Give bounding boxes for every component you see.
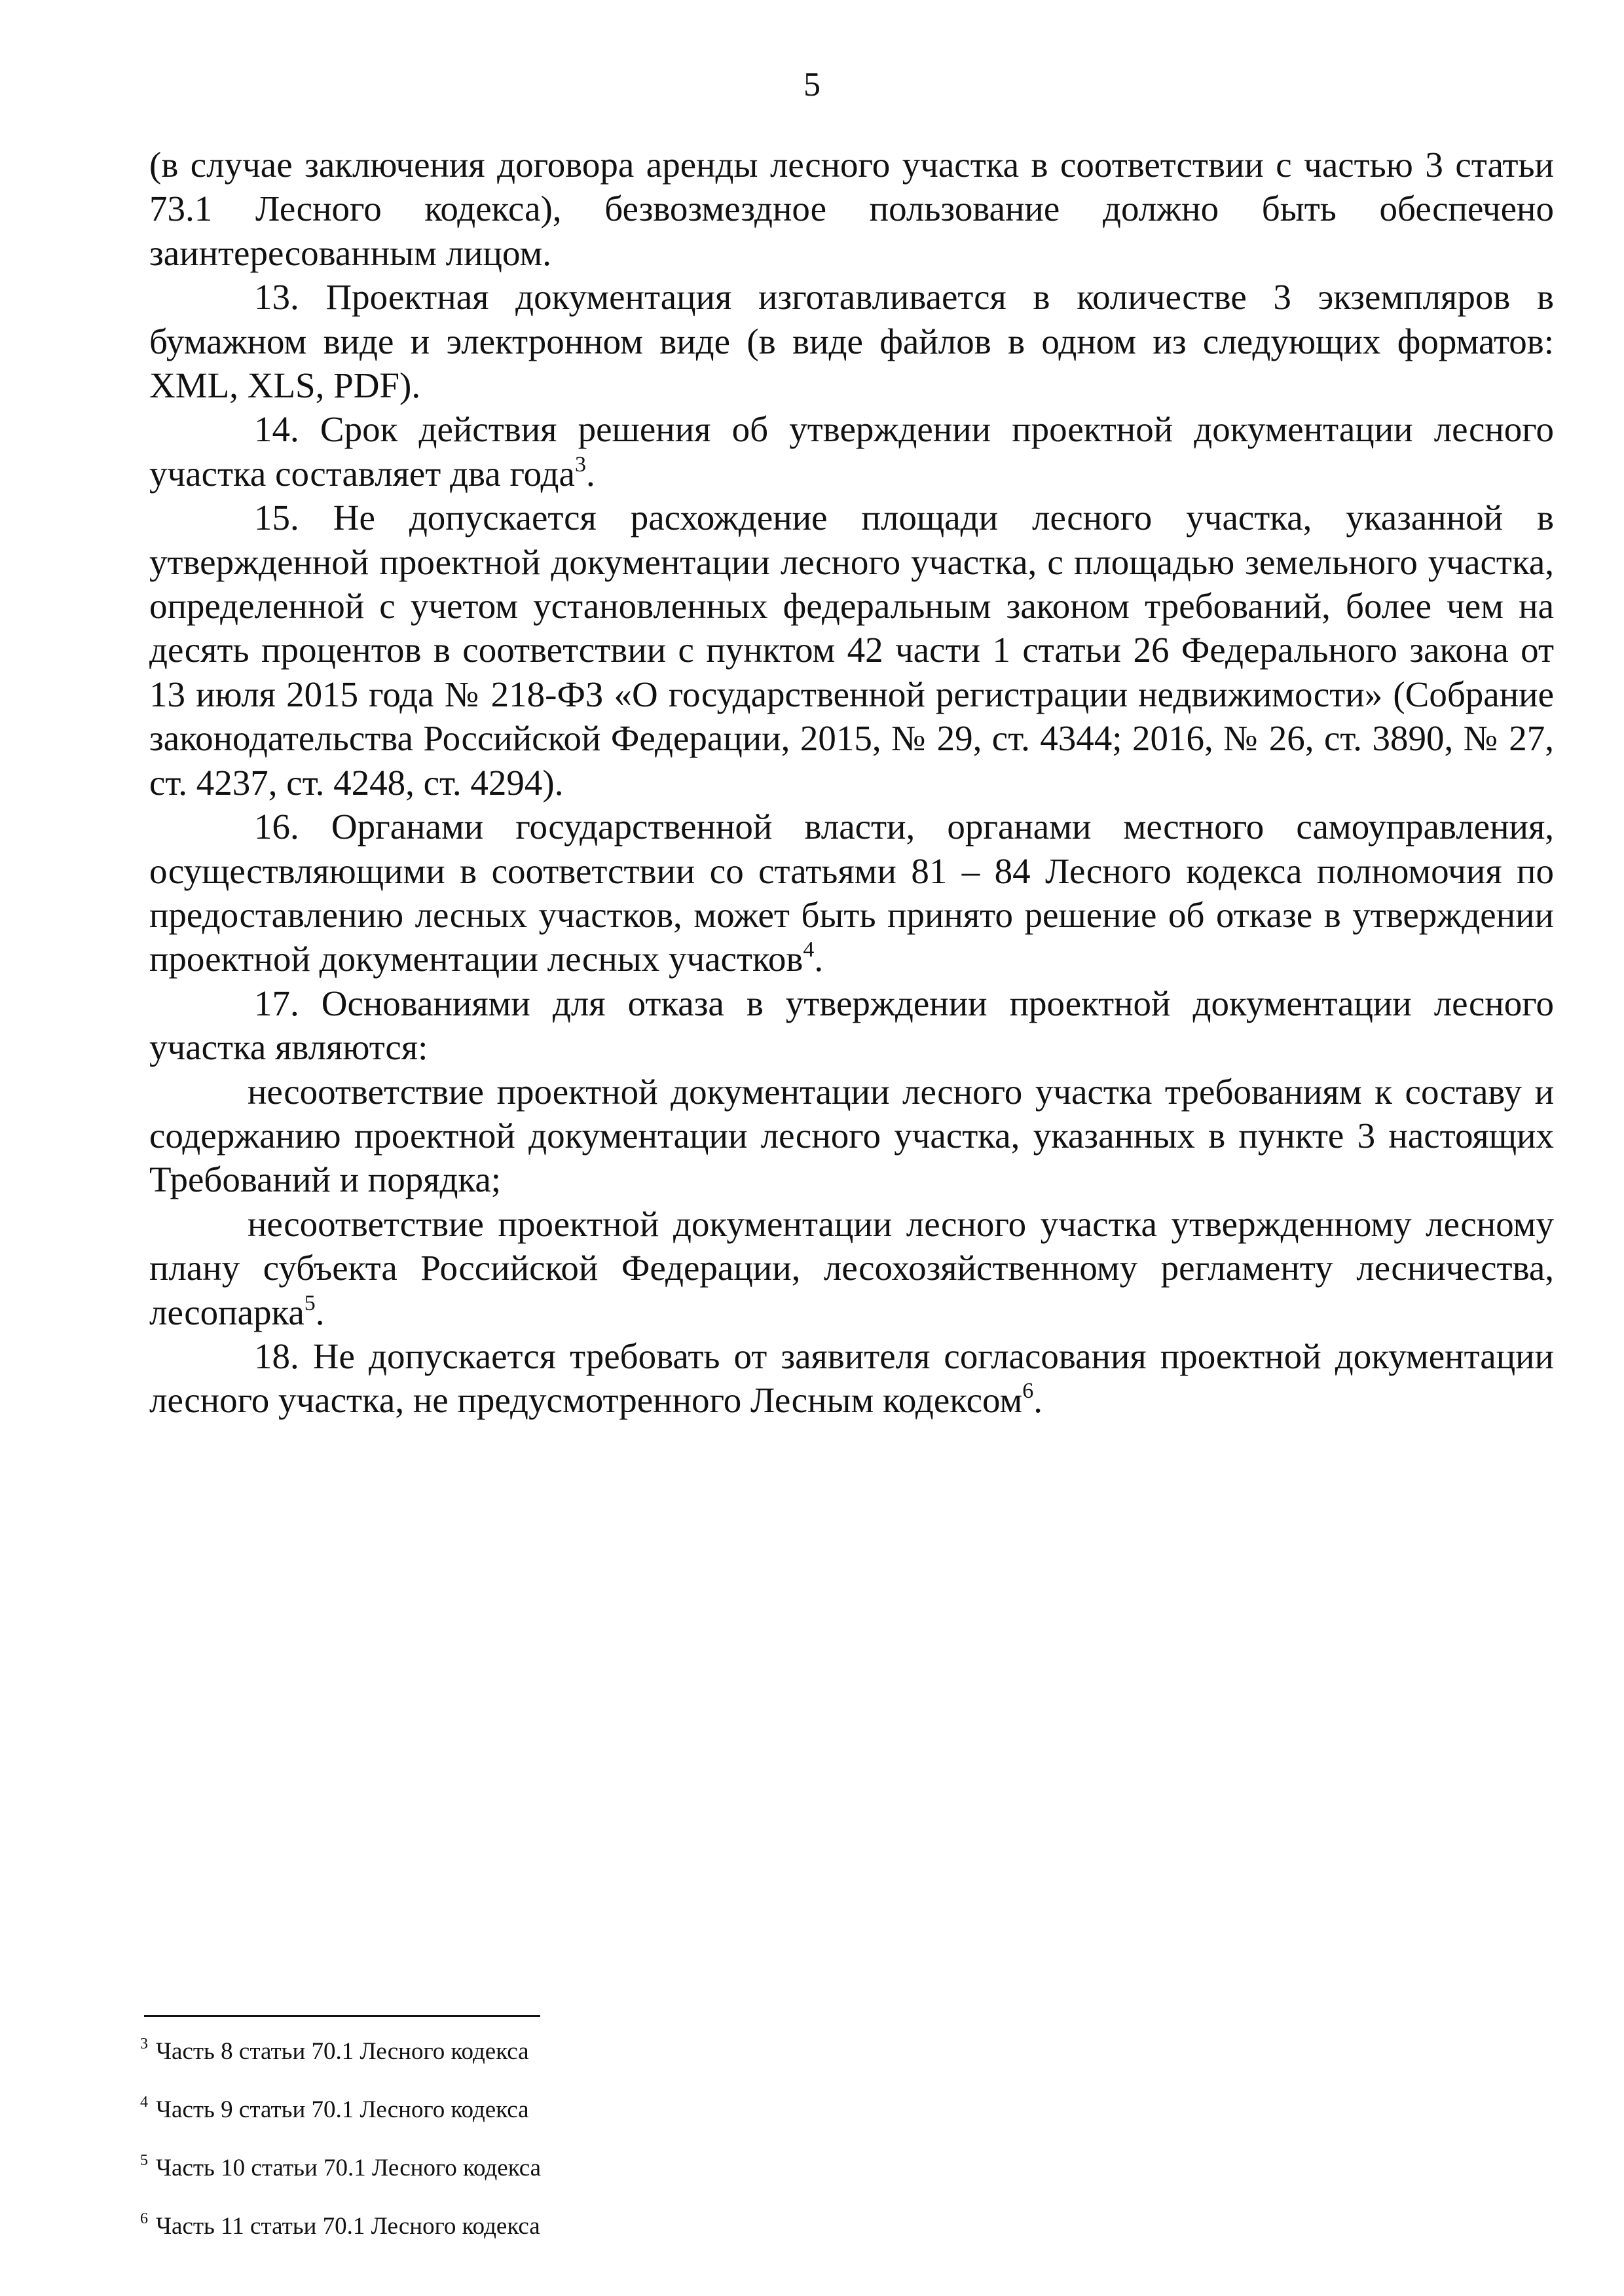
paragraph-14: 14. Срок действия решения об утверждении проектной документации лесного участка составляет два года$^3$. xyxy=(149,409,1554,494)
paragraph-17: 17. Основаниями для отказа в утверждении проектной документации лесного участка являются: xyxy=(149,983,1554,1068)
footnote-number: 6 xyxy=(140,2210,148,2227)
footnote-5 xyxy=(140,2151,926,2210)
footnote-number: 5 xyxy=(140,2152,148,2169)
paragraph-18: 18. Не допускается требовать от заявителя согласования проектной документации лесного участка, не предусмотренного Лесным кодексом$^6$. xyxy=(149,1336,1554,1421)
footnote-3 xyxy=(140,2035,926,2093)
footnote-ref-6[interactable]: 6 xyxy=(1022,1379,1034,1404)
paragraph-13: 13. Проектная документация изготавливается в количестве 3 экземпляров в бумажном виде и электронном виде (в виде файлов в одном из следующих форматов: XML, XLS, PDF). xyxy=(149,277,1554,406)
page-number: 5 xyxy=(803,66,821,103)
footnote-separator xyxy=(144,2015,540,2017)
paragraph-16: 16. Органами государственной власти, органами местного самоуправления, осуществляющими в соответствии со статьями 81 – 84 Лесного кодекса полномочия по предоставлению лесных участков, может быть принято решение об отказе в утверждении проектной документации лесных участков$^4$. xyxy=(149,807,1554,979)
footnote-ref-3[interactable]: 3 xyxy=(574,452,586,477)
paragraph-continuation: (в случае заключения договора аренды лесного участка в соответствии с частью 3 статьи 73.1 Лесного кодекса), безвозмездное пользование должно быть обеспечено заинтересованным лицом. xyxy=(149,145,1554,273)
footnotes xyxy=(140,2035,926,2268)
footnote-text: Часть 10 статьи 70.1 Лесного кодекса xyxy=(156,2155,542,2181)
footnote-6 xyxy=(140,2210,926,2268)
paragraph-17-item-1: несоответствие проектной документации лесного участка требованиям к составу и содержанию проектной документации лесного участка, указанных в пункте 3 настоящих Требований и порядка; xyxy=(149,1071,1554,1200)
footnote-ref-4[interactable]: 4 xyxy=(803,938,815,962)
paragraph-15: 15. Не допускается расхождение площади лесного участка, указанной в утвержденной проектной документации лесного участка, с площадью земельного участка, определенной с учетом установленных федеральным законом требований, более чем на десять процентов в соответствии с пунктом 42 части 1 статьи 26 Федерального закона от 13 июля 2015 года № 218-ФЗ «О государственной регистрации недвижимости» (Собрание законодательства Российской Федерации, 2015, № 29, ст. 4344; 2016, № 26, ст. 3890, № 27, ст. 4237, ст. 4248, ст. 4294). xyxy=(149,498,1554,803)
footnote-number: 3 xyxy=(140,2035,148,2052)
footnote-text: Часть 11 статьи 70.1 Лесного кодекса xyxy=(156,2213,540,2240)
footnote-4 xyxy=(140,2093,926,2151)
footnote-ref-5[interactable]: 5 xyxy=(304,1290,316,1315)
footnote-text: Часть 9 статьи 70.1 Лесного кодекса xyxy=(156,2096,529,2123)
paragraph-17-item-2: несоответствие проектной документации лесного участка утвержденному лесному плану субъекта Российской Федерации, лесохозяйственному регламенту лесничества, лесопарка$^5$. xyxy=(149,1203,1554,1332)
footnote-number: 4 xyxy=(140,2094,148,2111)
footnote-text: Часть 8 статьи 70.1 Лесного кодекса xyxy=(156,2038,529,2065)
body-text xyxy=(149,143,1554,1423)
